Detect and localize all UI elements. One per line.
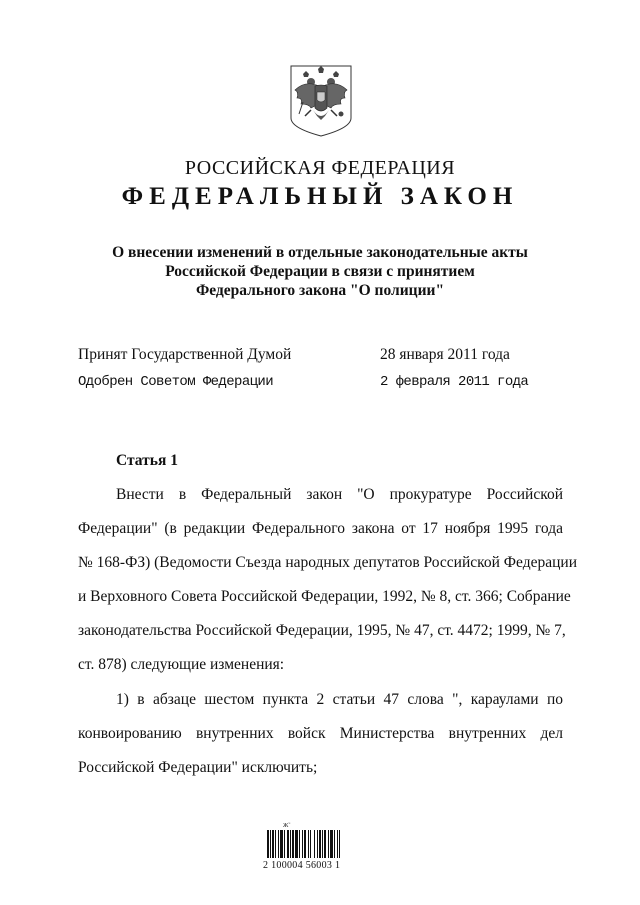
paragraph-line: Внести в Федеральный закон "О прокуратуре Российской bbox=[116, 486, 563, 503]
law-title bbox=[0, 243, 640, 300]
paragraph-line: законодательства Российской Федерации, 1995, № 47, ст. 4472; 1999, № 7, bbox=[78, 622, 566, 639]
barcode-bar bbox=[290, 830, 291, 858]
barcode-bar bbox=[302, 830, 303, 858]
law-title-line: Федерального закона "О полиции" bbox=[195, 282, 445, 299]
barcode-bar bbox=[280, 830, 283, 858]
barcode-bar bbox=[299, 830, 300, 858]
barcode-bar bbox=[310, 830, 311, 858]
barcode-bar bbox=[292, 830, 294, 858]
duma-adoption-row bbox=[78, 346, 578, 368]
barcode-bar bbox=[328, 830, 329, 858]
coat-of-arms-emblem bbox=[289, 64, 353, 138]
barcode-bar bbox=[267, 830, 269, 858]
barcode-bar bbox=[322, 830, 323, 858]
paragraph-line: Российской Федерации" исключить; bbox=[78, 759, 318, 776]
paragraph-line: № 168-ФЗ) (Ведомости Съезда народных депутатов Российской Федерации bbox=[78, 554, 577, 571]
paragraph-line: 1) в абзаце шестом пункта 2 статьи 47 слова ", караулами по bbox=[116, 691, 563, 708]
barcode-bar bbox=[270, 830, 271, 858]
article-paragraph-1 bbox=[78, 484, 577, 688]
barcode-bars bbox=[263, 820, 375, 860]
law-title-line: О внесении изменений в отдельные законодательные акты bbox=[112, 244, 528, 261]
barcode bbox=[263, 820, 375, 880]
paragraph-line: конвоированию внутренних войск Министерства внутренних дел bbox=[78, 725, 563, 742]
council-approval-date: 2 февраля 2011 года bbox=[380, 374, 529, 390]
law-type-heading: ФЕДЕРАЛЬНЫЙ ЗАКОН bbox=[121, 183, 519, 210]
barcode-bar bbox=[339, 830, 340, 858]
barcode-bar bbox=[275, 830, 276, 858]
barcode-mark: Ж̃ bbox=[283, 823, 289, 829]
barcode-bar bbox=[330, 830, 333, 858]
barcode-number: 2 100004 56003 1 bbox=[263, 860, 341, 871]
barcode-bar bbox=[337, 830, 338, 858]
barcode-bar bbox=[295, 830, 298, 858]
barcode-bar bbox=[314, 830, 315, 858]
paragraph-line: и Верховного Совета Российской Федерации, 1992, № 8, ст. 366; Собрание bbox=[78, 588, 571, 605]
barcode-bar bbox=[272, 830, 274, 858]
council-approval-row bbox=[78, 374, 578, 396]
law-title-line: Российской Федерации в связи с принятием bbox=[165, 263, 475, 280]
barcode-bar bbox=[334, 830, 335, 858]
duma-adoption-date: 28 января 2011 года bbox=[380, 346, 510, 363]
article-paragraph-2 bbox=[78, 689, 563, 791]
barcode-bar bbox=[278, 830, 279, 858]
council-approval-label: Одобрен Советом Федерации bbox=[78, 374, 274, 390]
barcode-bar bbox=[284, 830, 285, 858]
state-name: РОССИЙСКАЯ ФЕДЕРАЦИЯ bbox=[184, 157, 456, 179]
barcode-bar bbox=[287, 830, 289, 858]
barcode-bar bbox=[317, 830, 318, 858]
barcode-bar bbox=[319, 830, 321, 858]
barcode-bar bbox=[308, 830, 309, 858]
article-heading: Статья 1 bbox=[116, 452, 178, 469]
duma-adoption-label: Принят Государственной Думой bbox=[78, 346, 292, 363]
barcode-bar bbox=[324, 830, 326, 858]
barcode-bar bbox=[304, 830, 306, 858]
paragraph-line: ст. 878) следующие изменения: bbox=[78, 656, 285, 673]
paragraph-line: Федерации" (в редакции Федерального закона от 17 ноября 1995 года bbox=[78, 520, 563, 537]
